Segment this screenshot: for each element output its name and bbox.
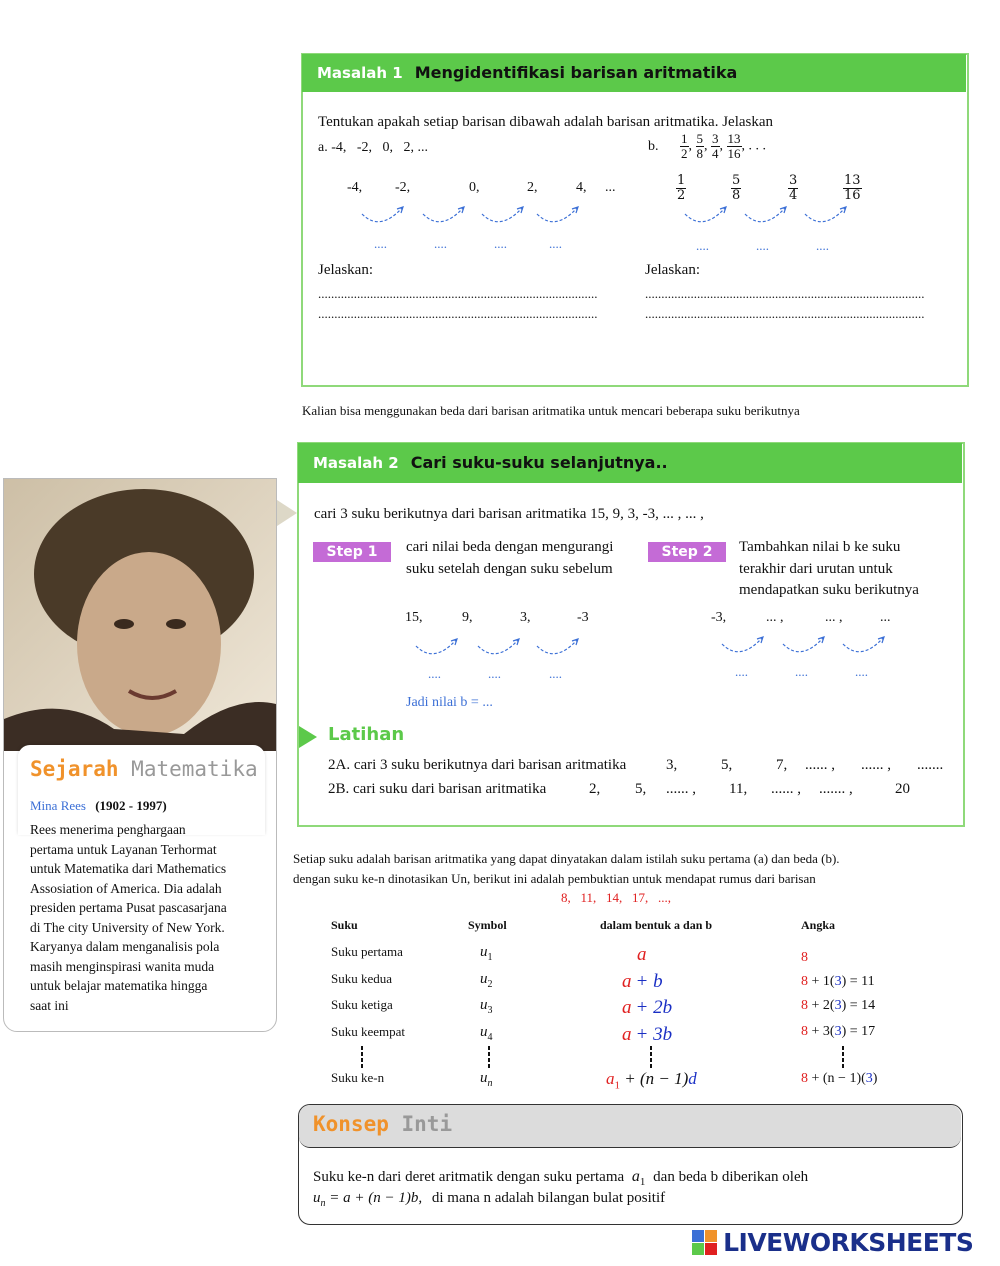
latihan-play-icon (299, 726, 319, 748)
suku-cell: Suku ke-n (331, 1070, 385, 1085)
diff-arrow-icon (480, 204, 526, 226)
continuation-dots-icon (841, 1046, 845, 1068)
symbol-cell: $u_2$ (480, 971, 493, 990)
masalah-2-header (298, 443, 962, 483)
latihan-2a-val: 7, (776, 757, 788, 773)
latihan-title: Latihan (328, 724, 405, 745)
step-2-badge: Step 2 (648, 542, 726, 562)
b-frac-3: $\frac{3}{4}$ (712, 131, 719, 161)
bio-line: presiden pertama Pusat pascasarjana (30, 900, 227, 915)
add-blank[interactable]: .... (855, 664, 868, 679)
seq-a-term: -4, (347, 180, 363, 195)
seq1-term: -3 (577, 610, 589, 625)
continuation-dots-icon (360, 1046, 364, 1068)
latihan-2a-val: 5, (721, 757, 733, 773)
latihan-2a: 2A. cari 3 suku berikutnya dari barisan aritmatika (328, 757, 627, 773)
sejarah-years: (1902 - 1997) (95, 798, 167, 813)
diff-arrow-icon (535, 636, 581, 658)
step-2-text-2: terakhir dari urutan untuk (739, 561, 893, 577)
symbol-cell: $u_n$ (480, 1070, 493, 1089)
latihan-2b-val: 5, (635, 781, 647, 797)
ab-cell: a + b (622, 971, 663, 992)
latihan-2b-val: 11, (729, 781, 748, 797)
seq1-term: 9, (462, 610, 473, 625)
b-frac-4: $\frac{13}{16}$ (727, 131, 741, 161)
latihan-2a-blank[interactable]: ...... , (805, 757, 835, 773)
diff-blank[interactable]: .... (434, 236, 447, 251)
konsep-line-2: $u_n = a + (n - 1)b$, di mana n adalah bilangan bulat positif (313, 1190, 666, 1209)
sejarah-name-line (30, 798, 167, 814)
suku-cell: Suku pertama (331, 944, 403, 959)
masalah-1-part-a: a. -4, -2, 0, 2, ... (318, 140, 429, 155)
diff-blank[interactable]: .... (756, 238, 769, 253)
b-frac-1: $\frac{1}{2}$ (681, 131, 688, 161)
masalah-1-header (302, 54, 966, 92)
diff-arrow-icon (421, 204, 467, 226)
intro-line-2: dengan suku ke-n dinotasikan Un, berikut ini adalah pembuktian untuk mendapat rumus dari barisan (293, 871, 816, 886)
angka-cell: 8 + (n − 1)(3) (801, 1071, 878, 1086)
masalah-1-label: Masalah 1 (317, 64, 403, 82)
seq2-term: -3, (711, 610, 727, 625)
seq-a-term: ... (605, 180, 616, 195)
bio-line: untuk belajar matematika hingga (30, 978, 208, 993)
explain-line-b1[interactable]: ...................................................................................... (645, 286, 925, 301)
latihan-2b-blank[interactable]: ...... , (771, 781, 801, 797)
latihan-2b-blank[interactable]: ....... , (819, 781, 853, 797)
continuation-dots-icon (487, 1046, 491, 1068)
note-between: Kalian bisa menggunakan beda dari barisan aritmatika untuk mencari beberapa suku berikutnya (302, 403, 800, 418)
bio-line: masih menginspirasi wanita muda (30, 958, 215, 974)
continuation-dots-icon (649, 1046, 653, 1068)
angka-cell: 8 + 1(3) = 11 (801, 974, 875, 989)
ab-cell: $a_1 + (n - 1)d$ (606, 1069, 697, 1092)
bio-line: untuk Matematika dari Mathematics (30, 861, 227, 876)
latihan-2a-val: 3, (666, 757, 678, 773)
bio-line: Assosiation of America. Dia adalah (30, 880, 222, 896)
symbol-cell: $u_1$ (480, 944, 493, 963)
konsep-word: Konsep (313, 1112, 389, 1136)
seq-a-term: 4, (576, 180, 587, 195)
diff-arrow-icon (414, 636, 460, 658)
intro-sequence: 8, 11, 14, 17, ..., (561, 890, 672, 905)
matematika-word: Matematika (131, 757, 258, 781)
bio-line: di The city University of New York. (30, 919, 225, 935)
diff-blank[interactable]: .... (488, 666, 501, 681)
masalah-1-instruction: Tentukan apakah setiap barisan dibawah adalah barisan aritmatika. Jelaskan (318, 114, 774, 130)
suku-cell: Suku kedua (331, 971, 393, 986)
angka-cell: 8 + 2(3) = 14 (801, 998, 876, 1013)
header-symbol: Symbol (468, 918, 507, 932)
seq2-term[interactable]: ... , (766, 610, 784, 625)
diff-arrow-icon (535, 204, 581, 226)
seq2-term[interactable]: ... , (825, 610, 843, 625)
konsep-title (313, 1112, 452, 1136)
symbol-cell: $u_3$ (480, 997, 493, 1016)
liveworksheets-logo (692, 1228, 973, 1258)
bio-line: pertama untuk Layanan Terhormat (30, 841, 217, 857)
konsep-line-1: Suku ke-n dari deret aritmatik dengan suku pertama $a_1$ dan beda b diberikan oleh (313, 1168, 809, 1189)
diff-arrow-icon (360, 204, 406, 226)
seq1-term: 15, (405, 610, 423, 625)
latihan-2b-val: 2, (589, 781, 601, 797)
diff-arrow-icon (781, 634, 827, 656)
liveworksheets-logo-icon (692, 1230, 718, 1256)
inti-word: Inti (401, 1112, 453, 1136)
suku-cell: Suku keempat (331, 1024, 406, 1039)
header-angka: Angka (801, 918, 836, 932)
add-blank[interactable]: .... (795, 664, 808, 679)
seq-a-term: -2, (395, 180, 411, 195)
diff-arrow-icon (476, 636, 522, 658)
step-1-badge: Step 1 (313, 542, 391, 562)
seq-a-term: 0, (469, 180, 480, 195)
masalah-2-label: Masalah 2 (313, 454, 399, 472)
diff-arrow-icon (683, 204, 729, 226)
step-2-text-3: mendapatkan suku berikutnya (739, 582, 919, 598)
symbol-cell: $u_4$ (480, 1024, 493, 1043)
angka-cell: 8 + 3(3) = 17 (801, 1024, 876, 1039)
seq-a-term: 2, (527, 180, 538, 195)
diff-arrow-icon (841, 634, 887, 656)
step-2-text-1: Tambahkan nilai b ke suku (739, 539, 901, 555)
explain-label-a: Jelaskan: (318, 262, 373, 278)
pointer-triangle-icon (277, 500, 299, 526)
explain-line-a1[interactable]: ...................................................................................... (318, 286, 598, 301)
b-frac-2: $\frac{5}{8}$ (696, 131, 703, 161)
sejarah-name: Mina Rees (30, 798, 86, 813)
seq-b-term: $\frac{1}{2}$ (677, 173, 686, 203)
ab-cell: a + 2b (622, 997, 673, 1018)
sejarah-bio (30, 820, 270, 1015)
latihan-2b: 2B. cari suku dari barisan aritmatika (328, 781, 547, 797)
suku-cell: Suku ketiga (331, 997, 393, 1012)
bio-line: saat ini (30, 997, 69, 1013)
seq-b-term: $\frac{13}{16}$ (844, 173, 861, 203)
diff-blank[interactable]: .... (696, 238, 709, 253)
ab-cell: a + 3b (622, 1024, 673, 1045)
latihan-2a-blank[interactable]: ...... , (861, 757, 891, 773)
sejarah-heading (30, 757, 258, 781)
latihan-2b-blank[interactable]: ...... , (666, 781, 696, 797)
conclusion-b[interactable]: Jadi nilai b = ... (406, 695, 493, 710)
seq1-term: 3, (520, 610, 531, 625)
masalah-1-title: Mengidentifikasi barisan aritmatika (414, 63, 738, 82)
masalah-2-question: cari 3 suku berikutnya dari barisan aritmatika 15, 9, 3, -3, ... , ... , (314, 506, 704, 522)
bio-line: Rees menerima penghargaan (30, 822, 186, 837)
explain-line-b2[interactable]: ...................................................................................... (645, 306, 925, 321)
intro-line-1: Setiap suku adalah barisan aritmatika yang dapat dinyatakan dalam istilah suku pertama (a) dan beda (b). (293, 851, 840, 866)
diff-arrow-icon (743, 204, 789, 226)
part-b-label: b. (648, 138, 659, 154)
step-1-text-2: suku setelah dengan suku sebelum (406, 561, 613, 577)
explain-label-b: Jelaskan: (645, 262, 700, 278)
diff-blank[interactable]: .... (549, 236, 562, 251)
header-ab: dalam bentuk a dan b (600, 918, 713, 932)
diff-blank[interactable]: .... (494, 236, 507, 251)
diff-blank[interactable]: .... (374, 236, 387, 251)
portrait-photo (4, 479, 276, 751)
masalah-1-part-b: b. $\frac{1}{2}$ , $\frac{5}{8}$ , $\frac{3}{4}$ , $\frac{13}{16}$ , . . . (648, 131, 766, 161)
diff-blank[interactable]: .... (549, 666, 562, 681)
latihan-2a-blank[interactable]: ....... (917, 757, 944, 773)
liveworksheets-text: LIVEWORKSHEETS (723, 1228, 974, 1257)
b-tail: , . . . (741, 138, 766, 154)
add-blank[interactable]: .... (735, 664, 748, 679)
diff-arrow-icon (803, 204, 849, 226)
masalah-2-title: Cari suku-suku selanjutnya.. (410, 453, 668, 472)
latihan-2b-val: 20 (895, 781, 910, 797)
seq2-term[interactable]: ... (880, 610, 891, 625)
ab-cell: a (637, 944, 647, 965)
diff-blank[interactable]: .... (428, 666, 441, 681)
header-suku: Suku (331, 918, 358, 932)
seq-b-term: $\frac{3}{4}$ (789, 173, 798, 203)
sejarah-word: Sejarah (30, 757, 119, 781)
diff-arrow-icon (720, 634, 766, 656)
explain-line-a2[interactable]: ...................................................................................... (318, 306, 598, 321)
seq-b-term: $\frac{5}{8}$ (732, 173, 741, 203)
diff-blank[interactable]: .... (816, 238, 829, 253)
step-1-text-1: cari nilai beda dengan mengurangi (406, 539, 614, 555)
bio-line: Karyanya dalam menganalisis pola (30, 939, 220, 954)
angka-cell: 8 (801, 950, 808, 965)
